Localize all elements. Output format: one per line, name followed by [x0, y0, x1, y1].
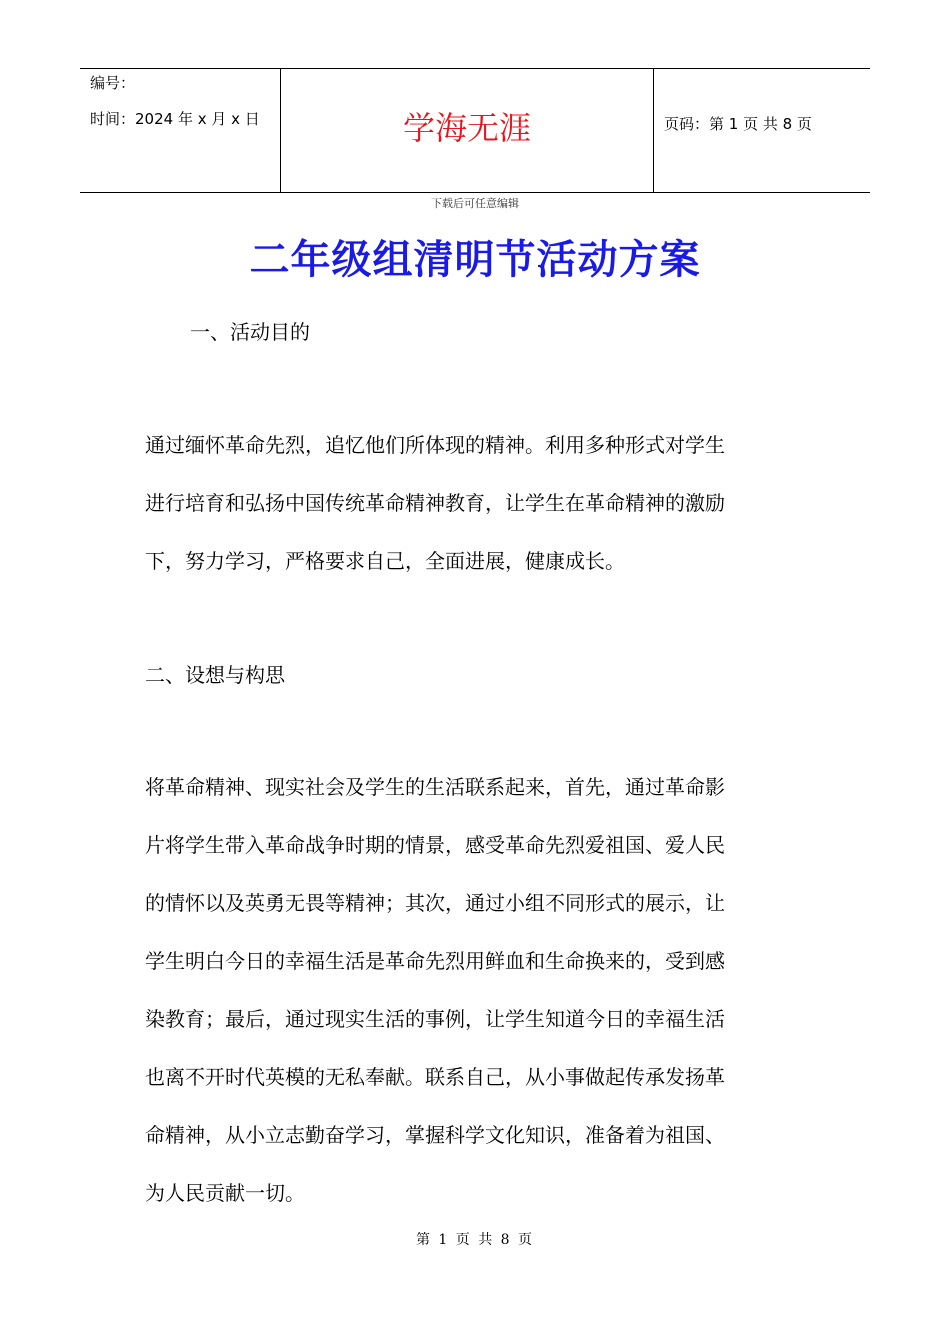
- document-time-label: 时间：2024 年 x 月 x 日: [90, 110, 260, 128]
- paragraph-line: 学生明白今日的幸福生活是革命先烈用鲜血和生命换来的，受到感: [145, 949, 725, 973]
- header-meta-cell: [80, 69, 281, 192]
- paragraph-line: 下，努力学习，严格要求自己，全面进展，健康成长。: [145, 549, 625, 573]
- edit-note: 下载后可任意编辑: [431, 197, 519, 210]
- paragraph-line: 命精神，从小立志勤奋学习，掌握科学文化知识，准备着为祖国、: [145, 1123, 725, 1147]
- header-table: [80, 68, 870, 193]
- paragraph-line: 通过缅怀革命先烈，追忆他们所体现的精神。利用多种形式对学生: [145, 433, 725, 457]
- paragraph-line: 为人民贡献一切。: [145, 1181, 305, 1205]
- paragraph-line: 将革命精神、现实社会及学生的生活联系起来，首先，通过革命影: [145, 775, 725, 799]
- paragraph-line: 也离不开时代英模的无私奉献。联系自己，从小事做起传承发扬革: [145, 1065, 725, 1089]
- section-2-body: [145, 758, 810, 1222]
- brand-title: 学海无涯: [402, 109, 531, 147]
- header-page-cell: [654, 69, 870, 192]
- document-title: 二年级组清明节活动方案: [249, 237, 701, 283]
- section-2-heading: 二、设想与构思: [145, 663, 285, 687]
- paragraph-line: 片将学生带入革命战争时期的情景，感受革命先烈爱祖国、爱人民: [145, 833, 725, 857]
- paragraph-line: 染教育；最后，通过现实生活的事例，让学生知道今日的幸福生活: [145, 1007, 725, 1031]
- document-number-label: 编号：: [90, 74, 136, 92]
- paragraph-line: 的情怀以及英勇无畏等精神；其次，通过小组不同形式的展示，让: [145, 891, 725, 915]
- header-brand-cell: [281, 69, 654, 192]
- section-1-heading: 一、活动目的: [190, 320, 310, 344]
- paragraph-line: 进行培育和弘扬中国传统革命精神教育，让学生在革命精神的激励: [145, 491, 725, 515]
- page-code-label: 页码：第 1 页 共 8 页: [664, 115, 812, 133]
- section-1-body: [145, 416, 810, 590]
- page-footer: 第 1 页 共 8 页: [415, 1232, 535, 1248]
